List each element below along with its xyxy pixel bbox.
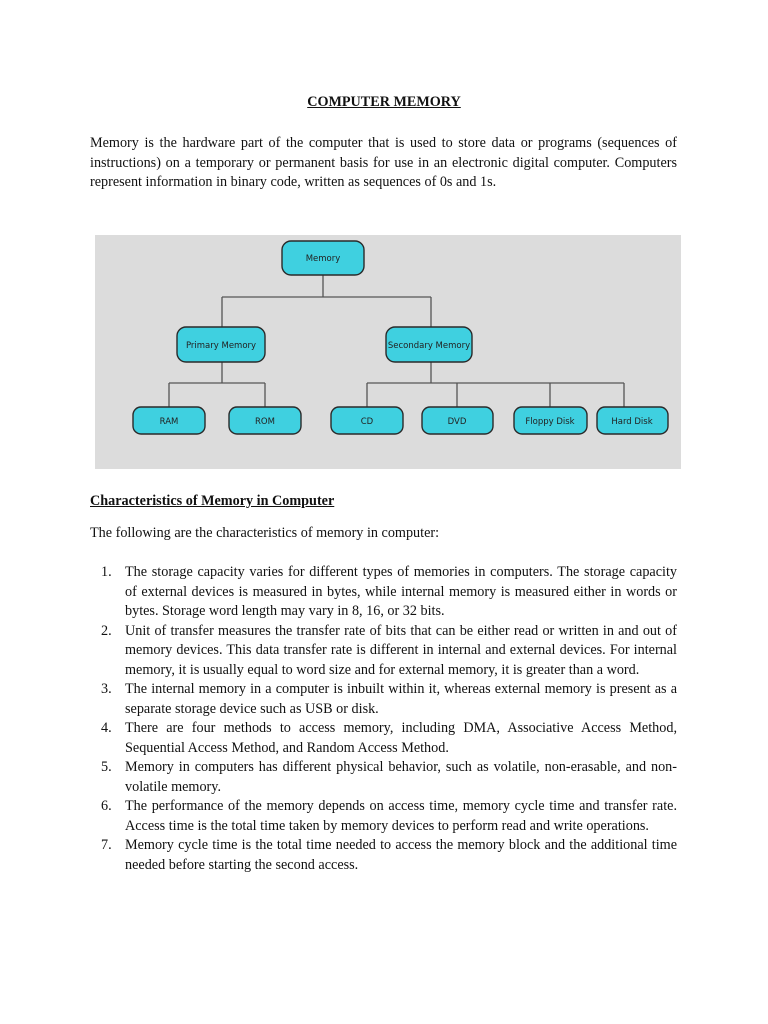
node-memory: [282, 241, 364, 275]
node-dvd: [422, 407, 493, 434]
node-floppy-disk-label: Floppy Disk: [525, 417, 575, 427]
node-cd: [331, 407, 403, 434]
list-item-text: There are four methods to access memory, including DMA, Associative Access Method, Sequential Access Method, and Random Access Method.: [125, 720, 677, 756]
list-item: [90, 719, 677, 758]
list-number: 1.: [101, 564, 112, 580]
memory-hierarchy-diagram: [95, 235, 681, 469]
list-number: 6.: [101, 798, 112, 814]
node-cd-label: CD: [360, 417, 374, 427]
page-title: COMPUTER MEMORY: [307, 94, 461, 110]
list-item: [90, 836, 677, 875]
node-rom-label: ROM: [255, 417, 275, 427]
list-item: [90, 563, 677, 622]
list-number: 5.: [101, 759, 112, 775]
node-hard-disk-label: Hard Disk: [611, 417, 653, 427]
node-dvd-label: DVD: [447, 417, 467, 427]
list-item-text: Memory in computers has different physical behavior, such as volatile, non-erasable, and non-volatile memory.: [125, 759, 677, 795]
list-item-text: The storage capacity varies for different types of memories in computers. The storage capacity of external devices is measured in bytes, while internal memory is measured either in words or bytes. Storage word length may vary in 8, 16, or 32 bits.: [125, 564, 677, 619]
list-item: [90, 758, 677, 797]
node-rom: [229, 407, 301, 434]
node-primary-memory-label: Primary Memory: [185, 341, 257, 351]
section-heading: Characteristics of Memory in Computer: [90, 493, 335, 509]
list-item-text: The performance of the memory depends on access time, memory cycle time and transfer rate. Access time is the total time taken by memory devices to perform read and write operations.: [125, 798, 677, 834]
list-number: 7.: [101, 837, 112, 853]
list-item-text: Unit of transfer measures the transfer rate of bits that can be either read or written in and out of memory devices. This data transfer rate is different in internal and external devices. For internal memory, it is usually equal to word size and for external memory, it is greater than a word.: [125, 622, 677, 678]
list-item: [90, 797, 677, 836]
diagram-canvas: [95, 235, 681, 469]
node-ram: [133, 407, 205, 434]
node-primary-memory: [177, 327, 265, 362]
list-number: 2.: [101, 622, 112, 639]
list-item-text: The internal memory in a computer is inbuilt within it, whereas external memory is present as a separate storage device such as USB or disk.: [125, 681, 677, 717]
intro-paragraph: Memory is the hardware part of the computer that is used to store data or programs (sequences of instructions) on a temporary or permanent basis for use in an electronic digital computer. Computers represent information in binary code, written as sequences of 0s and 1s.: [90, 135, 677, 190]
list-item: [90, 622, 677, 681]
node-hard-disk: [597, 407, 668, 434]
node-floppy-disk: [514, 407, 587, 434]
node-memory-label: Memory: [305, 254, 341, 264]
lead-paragraph: The following are the characteristics of memory in computer:: [90, 525, 440, 541]
list-item: [90, 680, 677, 719]
node-secondary-memory-label: Secondary Memory: [387, 341, 471, 351]
list-number: 3.: [101, 681, 112, 697]
list-item-text: Memory cycle time is the total time needed to access the memory block and the additional time needed before starting the second access.: [125, 837, 677, 873]
node-secondary-memory: [386, 327, 472, 362]
list-number: 4.: [101, 720, 112, 736]
node-ram-label: RAM: [159, 417, 179, 427]
characteristics-list: [90, 563, 677, 875]
